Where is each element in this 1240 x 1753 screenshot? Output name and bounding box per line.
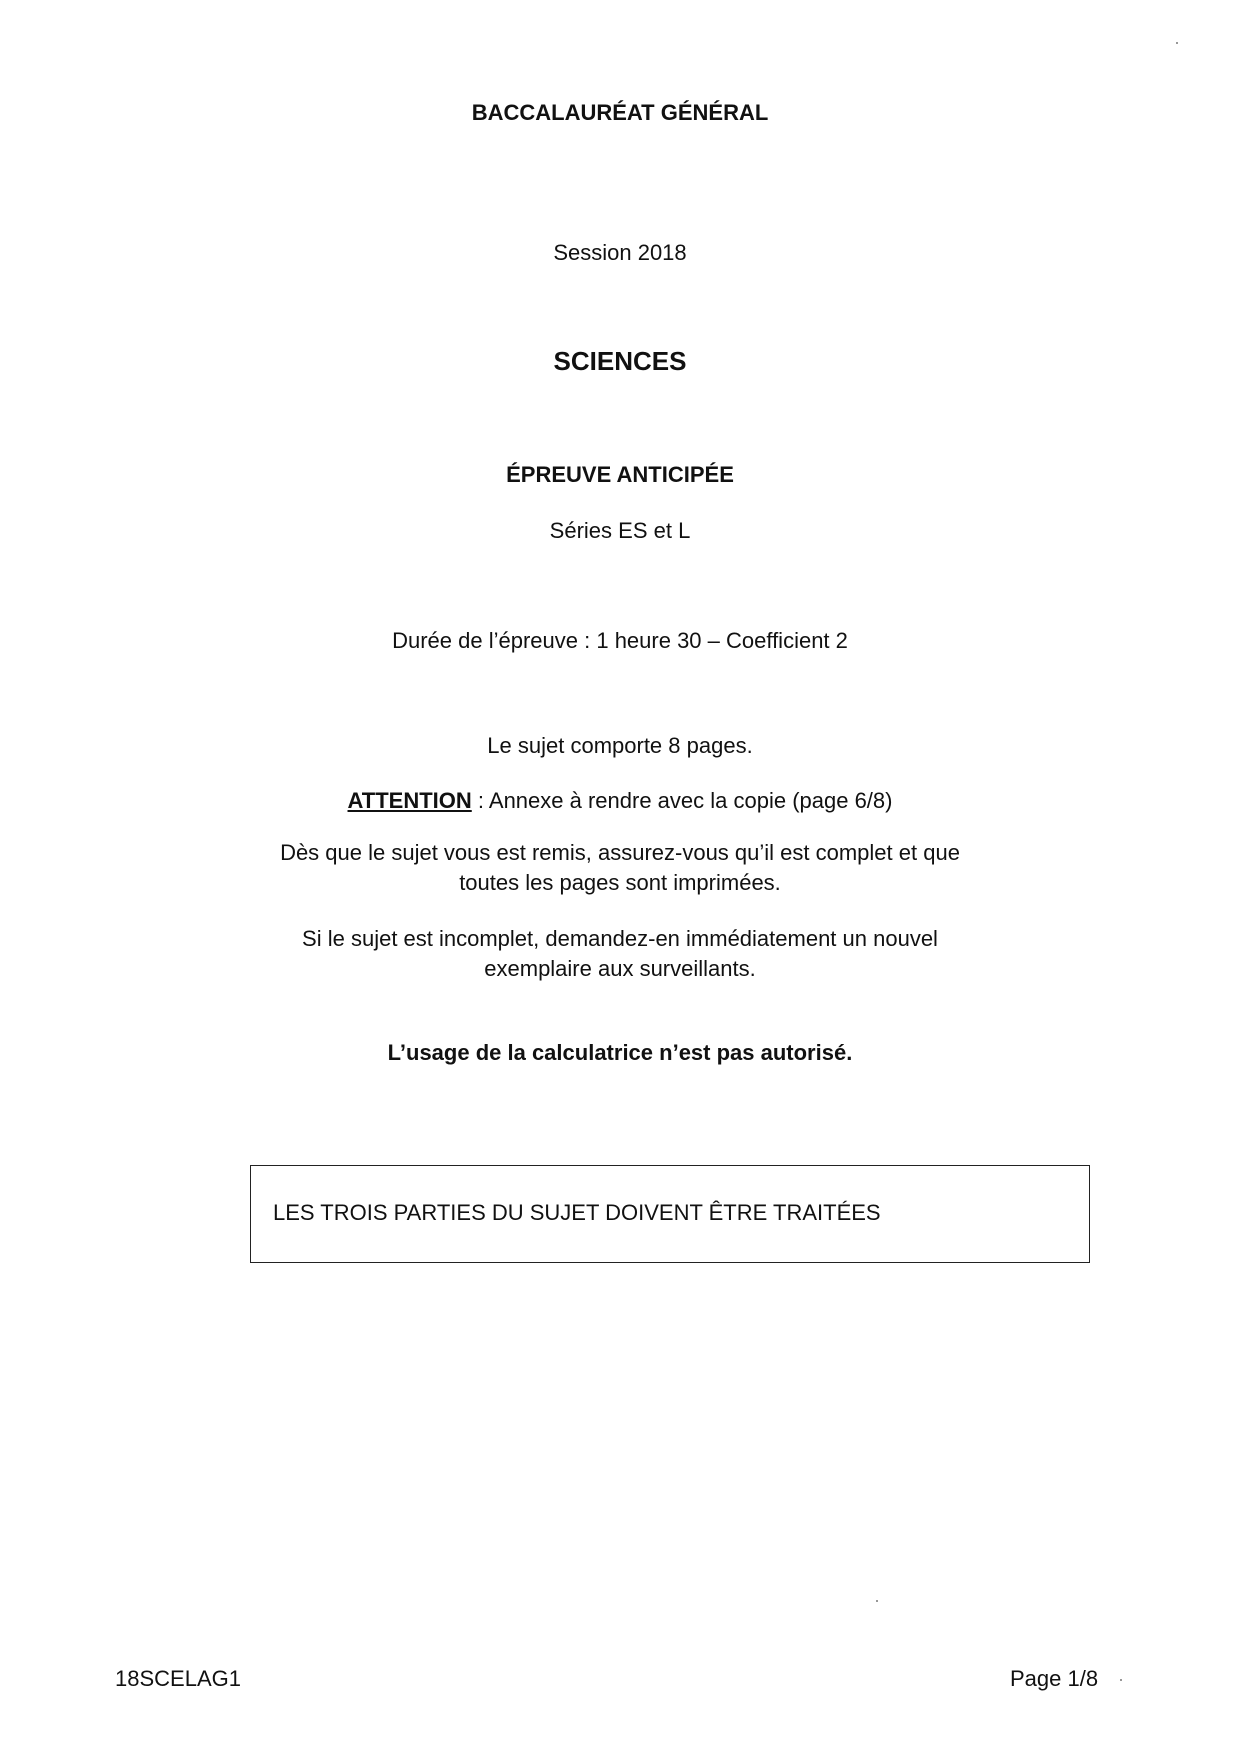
footer-code: 18SCELAG1 <box>115 1666 241 1691</box>
attention-text: : Annexe à rendre avec la copie (page 6/8) <box>471 788 893 813</box>
scan-speck <box>1176 42 1178 44</box>
scan-speck <box>1120 1679 1122 1681</box>
check-instruction-line-1: Dès que le sujet vous est remis, assurez-vous qu’il est complet et que <box>280 840 960 865</box>
incomplete-instruction-line-2: exemplaire aux surveillants. <box>484 956 756 981</box>
attention-line <box>0 788 1240 814</box>
check-instruction <box>0 838 1240 898</box>
boxed-notice-text: LES TROIS PARTIES DU SUJET DOIVENT ÊTRE TRAITÉES <box>273 1200 881 1225</box>
exam-title: BACCALAURÉAT GÉNÉRAL <box>471 100 769 125</box>
subject-title: SCIENCES <box>553 346 687 376</box>
footer-page-number: Page 1/8 <box>1010 1666 1099 1691</box>
pages-notice: Le sujet comporte 8 pages. <box>487 733 753 758</box>
series-label: Séries ES et L <box>549 518 691 543</box>
session-label: Session 2018 <box>553 240 687 265</box>
scan-speck <box>876 1600 878 1602</box>
calculator-notice: L’usage de la calculatrice n’est pas autorisé. <box>387 1040 853 1065</box>
check-instruction-line-2: toutes les pages sont imprimées. <box>459 870 781 895</box>
attention-label: ATTENTION <box>347 788 472 813</box>
incomplete-instruction <box>0 924 1240 984</box>
exam-type: ÉPREUVE ANTICIPÉE <box>506 462 734 487</box>
duration-line: Durée de l’épreuve : 1 heure 30 – Coefficient 2 <box>392 628 848 653</box>
incomplete-instruction-line-1: Si le sujet est incomplet, demandez-en immédiatement un nouvel <box>302 926 938 951</box>
boxed-notice <box>250 1165 1090 1263</box>
